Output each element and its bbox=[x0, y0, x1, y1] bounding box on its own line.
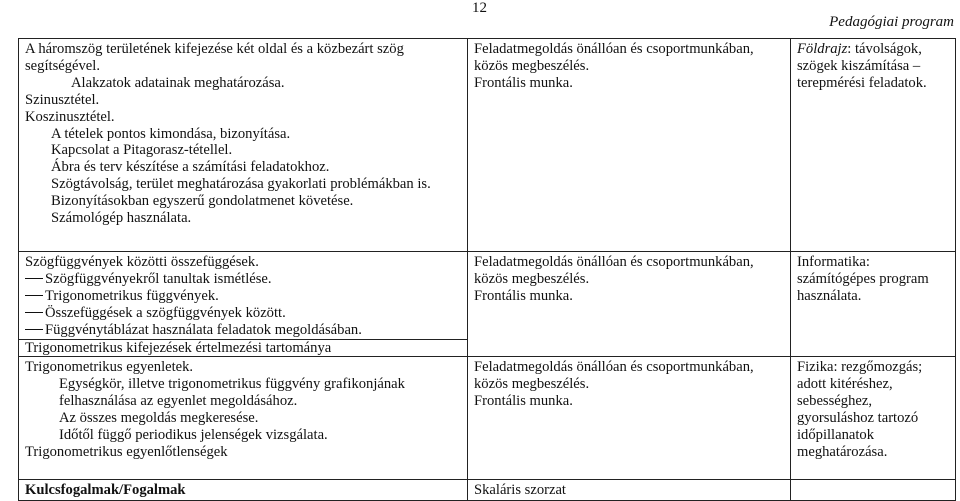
link-text: Informatika: számítógépes program használata. bbox=[797, 254, 929, 304]
link-cell bbox=[791, 252, 956, 357]
content-line: Trigonometrikus egyenlőtlenségek bbox=[25, 443, 228, 460]
content-line: Az összes megoldás megkeresése. bbox=[59, 410, 259, 427]
content-line: Bizonyításokban egyszerű gondolatmenet követése. bbox=[51, 193, 354, 210]
table-row bbox=[19, 357, 956, 480]
key-concepts-value: Skaláris szorzat bbox=[468, 480, 791, 501]
content-line: Koszinusztétel. bbox=[25, 108, 115, 125]
method-cell bbox=[468, 252, 791, 357]
content-cell bbox=[19, 252, 468, 357]
content-line: Szögfüggvények közötti összefüggések. bbox=[25, 254, 259, 270]
method-line: Frontális munka. bbox=[474, 393, 573, 410]
method-line: Feladatmegoldás önállóan és csoportmunkában, közös megbeszélés. bbox=[474, 254, 754, 287]
table-row bbox=[19, 252, 956, 357]
content-line: A háromszög területének kifejezése két oldal és a közbezárt szög segítségével. bbox=[25, 41, 404, 74]
link-cell bbox=[791, 39, 956, 252]
content-line: Egységkör, illetve trigonometrikus függvény grafikonjának felhasználása az egyenlet megoldásához. bbox=[59, 376, 405, 410]
content-cell bbox=[19, 39, 468, 252]
table-row bbox=[19, 39, 956, 252]
method-line: Feladatmegoldás önállóan és csoportmunkában, közös megbeszélés. bbox=[474, 359, 754, 393]
link-text: Fizika: rezgőmozgás; adott kitéréshez, sebességhez, gyorsuláshoz tartozó időpillanatok meghatározása. bbox=[797, 359, 923, 460]
content-line: Kapcsolat a Pitagorasz-tétellel. bbox=[51, 142, 233, 159]
link-text: : távolságok, szögek kiszámítása – terepmérési feladatok. bbox=[797, 41, 927, 91]
content-line: Összefüggések a szögfüggvények között. bbox=[25, 305, 461, 322]
content-line: A tételek pontos kimondása, bizonyítása. bbox=[51, 125, 291, 142]
content-cell bbox=[19, 357, 468, 480]
content-line: Szinusztétel. bbox=[25, 91, 100, 108]
content-line: Trigonometrikus egyenletek. bbox=[25, 359, 194, 376]
content-line: Függvénytáblázat használata feladatok megoldásában. bbox=[25, 322, 461, 339]
content-line: Szögtávolság, terület meghatározása gyakorlati problémákban is. bbox=[51, 176, 431, 193]
key-concepts-extra bbox=[791, 480, 956, 501]
key-concepts-label: Kulcsfogalmak/Fogalmak bbox=[19, 480, 468, 501]
content-line: Szögfüggvényekről tanultak ismétlése. bbox=[25, 271, 461, 288]
method-line: Frontális munka. bbox=[474, 74, 573, 91]
header-title: Pedagógiai program bbox=[829, 14, 954, 30]
content-line: Trigonometrikus függvények. bbox=[25, 288, 461, 305]
table-row bbox=[19, 480, 956, 501]
content-line: Ábra és terv készítése a számítási feladatokhoz. bbox=[51, 159, 330, 176]
link-cell bbox=[791, 357, 956, 480]
subject-name: Földrajz bbox=[797, 41, 848, 57]
content-line: Időtől függő periodikus jelenségek vizsgálata. bbox=[59, 427, 328, 444]
content-line: Trigonometrikus kifejezések értelmezési tartománya bbox=[19, 339, 467, 357]
method-line: Frontális munka. bbox=[474, 287, 573, 304]
page-number: 12 bbox=[472, 0, 487, 16]
method-cell bbox=[468, 357, 791, 480]
curriculum-table bbox=[18, 38, 956, 501]
method-line: Feladatmegoldás önállóan és csoportmunkában, közös megbeszélés. bbox=[474, 41, 754, 74]
content-line: Alakzatok adatainak meghatározása. bbox=[71, 74, 285, 91]
method-cell bbox=[468, 39, 791, 252]
content-line: Számológép használata. bbox=[51, 210, 192, 227]
